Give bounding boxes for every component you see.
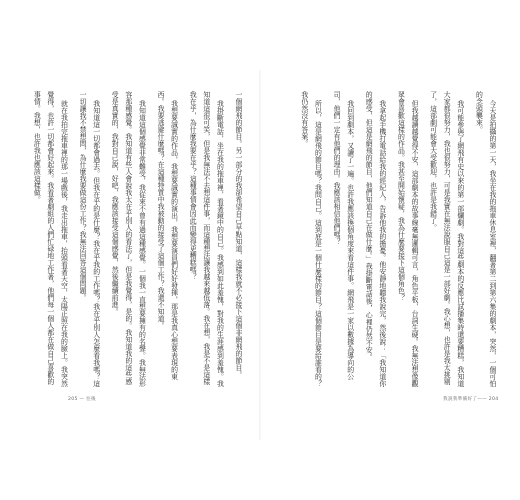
paragraph: 我回到劇本，又讀了一遍。也許我應該換個角度來看這件事。網飛是一家以數據為導向的公司，他們一定有他們的理由。我應該相信他們嗎？: [332, 91, 354, 380]
paragraph: 我知道這一切都會過去。但我在乎的是什麼？我在乎我的工作嗎？我在乎別人怎麼看我嗎？這一切讓我不禁想問，為什麼我要做這份工作？我無法回答這個問題。: [78, 91, 100, 387]
paragraph: 今天是拍攝的第一天，我坐在我的拖車休息室裡，翻著第二到第六集的劇本，突然，一個可怕的念頭襲來。: [474, 91, 496, 387]
paragraph: 我知道這個感覺非常難受，我從來不曾有過這種感覺。一個我一直想要擁有的名聲。我無法形容那種感覺。我知道有些人會說我太在乎別人的看法了，但是我覺得，是的。我知道我的這些感受是真實的，我對自己說，好吧，我應該接受這個感覺，然後繼續前進。: [110, 91, 146, 387]
left-page-footer: 205 — 往後: [68, 397, 96, 402]
paragraph: 但我越讀越覺得不安，這部劇本的故事線毫無邏輯可言，角色平板，台詞生硬。我無法想像觀眾會喜歡這樣的作品。我甚至開始懷疑，我為什麼要接下這個角色？: [396, 91, 419, 387]
paragraph: 我掛斷電話，坐在我的拖車裡，看著鏡中的自己。我感到如此羞愧，對我的生涯感到羞愧。我知道這很可笑，但是我無法不去想這件事，而這種想法讓我越來越低落。我在想，我是不是這樣我在乎，為什麼我要在乎？這種事情會因此而變得更糟糕嗎？: [188, 91, 224, 387]
paragraph: 一個網飛的節目。另一部分的我卻希望自己早點知道，這樣我就不必接下這個非網飛的節目。: [234, 91, 242, 378]
paragraph: 我拿起手機打電話給我的經紀人，告訴他我的擔憂。他安靜地聽我說完，然後說：「我知道你的感受，但這是網飛的節目，他們知道自己在做什麼。」我掛斷電話後，心裡仍然不安。: [364, 91, 386, 387]
right-page-footer: 我說我準備好了—— 204: [443, 397, 499, 402]
left-page-text: [18, 91, 244, 387]
right-page: [260, 0, 520, 500]
paragraph: 所以，這是網飛的節目嗎？我問自己。這到底是一個什麼樣的節目？這個節目是要給誰看的？我仍然沒有答案。: [299, 91, 322, 387]
paragraph: 我想要誠實的作品，我想要誠實的演出，我想要演員們好好發揮，那是我真心想要表現的東西。我要逃避什麼嗎？在這種特質中我被動的接受了這個工作？我還不知道。: [156, 91, 178, 380]
right-page-text: [272, 91, 498, 387]
paragraph: 我可能參與了網飛有史以來的第一部爛劇。我對這些劇本的反應比試播集時還要糟糕，我知道大家都很努力，我也很努力，可是我實在無法說服自己這是一部好劇。我心想，也許是我太挑剔了，這部劇可能會大受歡迎，也許是我錯了。: [428, 91, 464, 387]
paragraph: 就在我拍完拖車裡的那一場戲後，我走出拖車，抬頭看著天空，太陽正照在我的臉上。我突然覺得，也許一切都會好起來。我看著劇組的人們忙碌地工作著，他們每一個人都在做自己喜歡的事情。我想，也許我也應該這樣做。: [32, 91, 68, 387]
